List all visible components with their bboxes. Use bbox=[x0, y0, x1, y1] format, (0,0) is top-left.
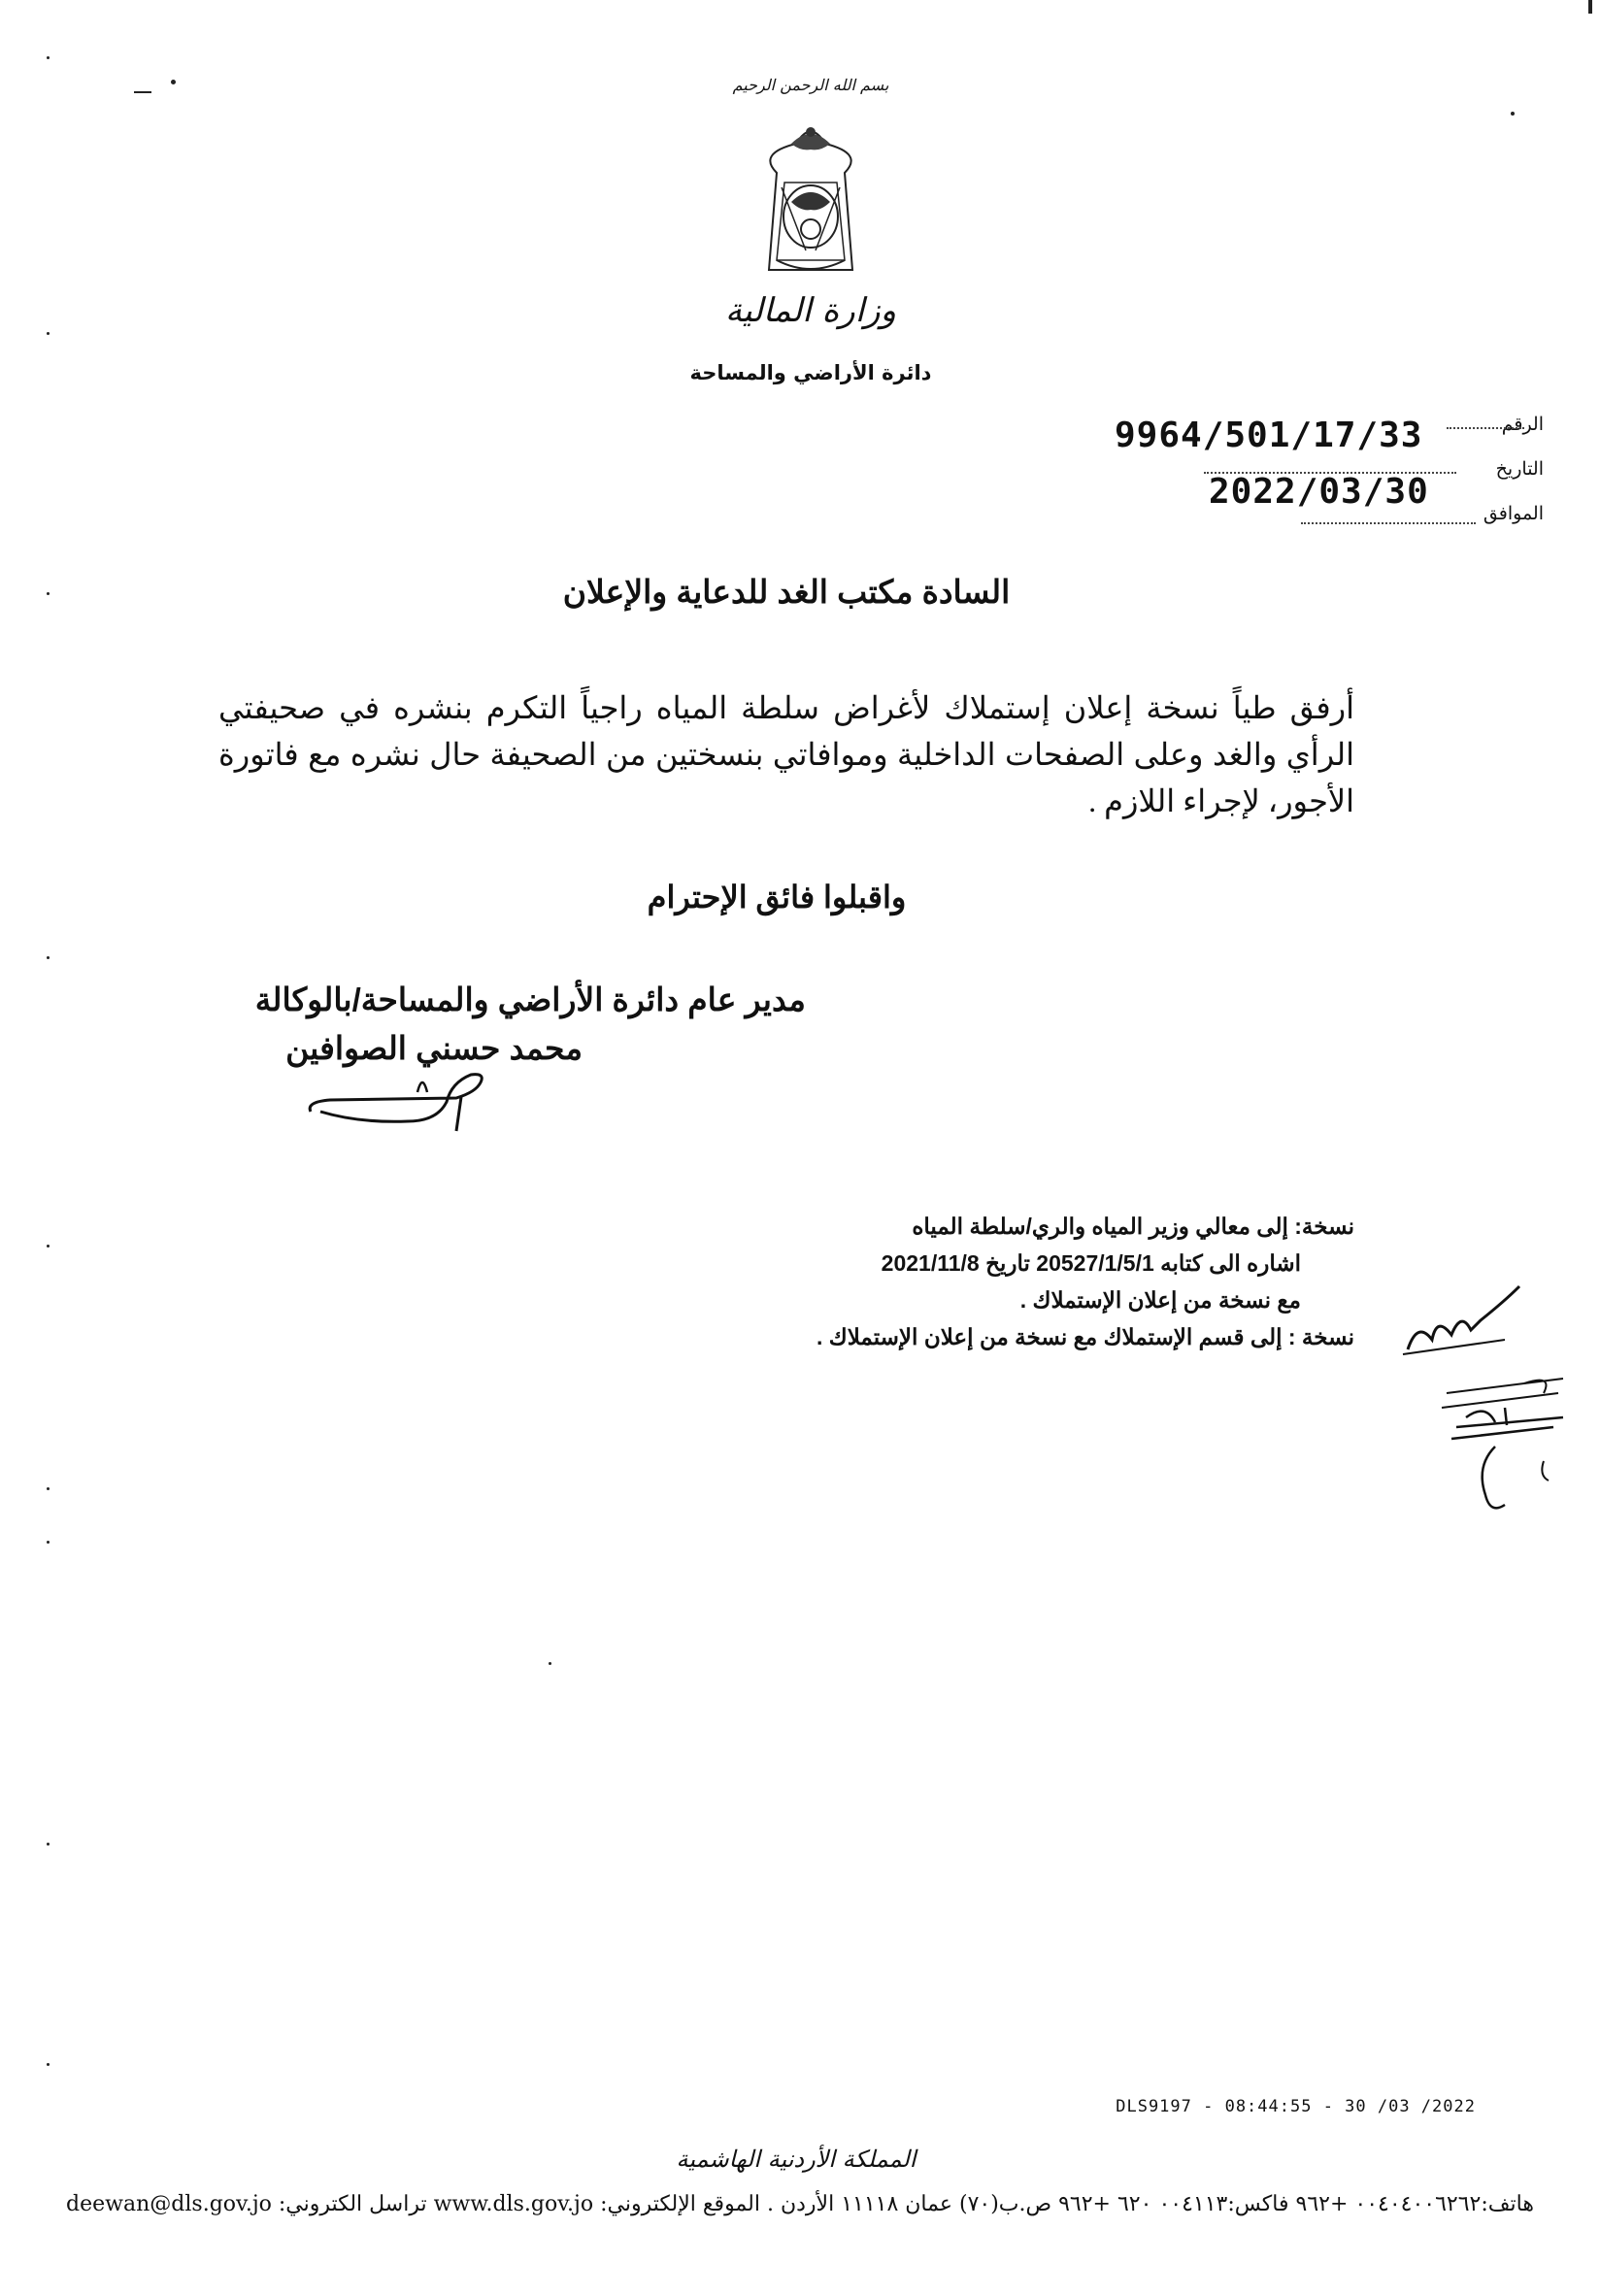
scan-speck bbox=[1588, 0, 1592, 14]
ref-number-label: الرقم bbox=[1501, 415, 1544, 435]
letter-body: أرفق طياً نسخة إعلان إستملاك لأغراض سلطة المياه راجياً التكرم بنشره في صحيفتي الرأي والغد وعلى الصفحات الداخلية وموافاتي بنسختين من الصحيفة حال نشره مع فاتورة الأجور، لإجراء اللازم . bbox=[218, 690, 1354, 818]
kingdom-name: المملكة الأردنية الهاشمية bbox=[676, 2146, 917, 2173]
scan-speck bbox=[549, 1662, 551, 1665]
ref-hijri-dots bbox=[1301, 522, 1476, 524]
letter-closing: واقبلوا فائق الإحترام bbox=[647, 880, 907, 915]
department-name: دائرة الأراضي والمساحة bbox=[689, 361, 932, 384]
scan-speck bbox=[47, 592, 50, 595]
cc-line-reference: اشاره الى كتابه 20527/1/5/1 تاريخ 2021/11/8 bbox=[881, 1250, 1301, 1276]
signatory-title: مدير عام دائرة الأراضي والمساحة/بالوكالة bbox=[254, 982, 806, 1017]
ref-date-label: التاريخ bbox=[1495, 459, 1544, 480]
basmala: بسم الله الرحمن الرحيم bbox=[732, 76, 889, 94]
scan-speck bbox=[1511, 112, 1515, 116]
scan-speck bbox=[47, 1843, 50, 1846]
coat-of-arms-emblem bbox=[738, 115, 883, 280]
signatory-name: محمد حسني الصوافين bbox=[285, 1030, 583, 1066]
scan-speck bbox=[47, 956, 50, 959]
ref-date-value: 2022/03/30 bbox=[1209, 472, 1429, 512]
scan-speck bbox=[47, 1541, 50, 1544]
contact-line: هاتف:٠٠٤٠٤٠٠٦٢٦٢ +٩٦٢ فاكس:٠٠٤١١٣ ٦٢٠ +٩٦٢ ص.ب(٧٠) عمان ١١١١٨ الأردن . الموقع الإلكتروني: www.dls.gov.jo تراسل الكتروني: deewan@dls.gov.jo bbox=[66, 2192, 1534, 2216]
cc-line-department: نسخة : إلى قسم الإستملاك مع نسخة من إعلان الإستملاك . bbox=[816, 1324, 1354, 1349]
letter-addressee: السادة مكتب الغد للدعاية والإعلان bbox=[562, 574, 1011, 610]
scan-speck bbox=[47, 332, 50, 335]
scan-speck bbox=[134, 91, 151, 93]
ref-hijri-label: الموافق bbox=[1483, 504, 1544, 524]
handwritten-initials bbox=[1398, 1281, 1573, 1524]
cc-line-attachment: مع نسخة من إعلان الإستملاك . bbox=[1019, 1287, 1301, 1313]
scan-speck bbox=[47, 1245, 50, 1248]
scan-speck bbox=[47, 2063, 50, 2066]
scan-speck bbox=[47, 56, 50, 59]
scan-speck bbox=[47, 1487, 50, 1490]
system-timestamp: DLS9197 - 08:44:55 - 30 /03 /2022 bbox=[1116, 2097, 1476, 2116]
scan-speck bbox=[171, 80, 176, 84]
cc-line-minister: نسخة: إلى معالي وزير المياه والري/سلطة المياه bbox=[912, 1214, 1354, 1239]
handwritten-signature bbox=[301, 1063, 505, 1141]
ref-number-dots bbox=[1447, 427, 1524, 429]
ref-number-value: 9964/501/17/33 bbox=[1115, 416, 1423, 455]
ministry-name: وزارة المالية bbox=[725, 291, 896, 330]
